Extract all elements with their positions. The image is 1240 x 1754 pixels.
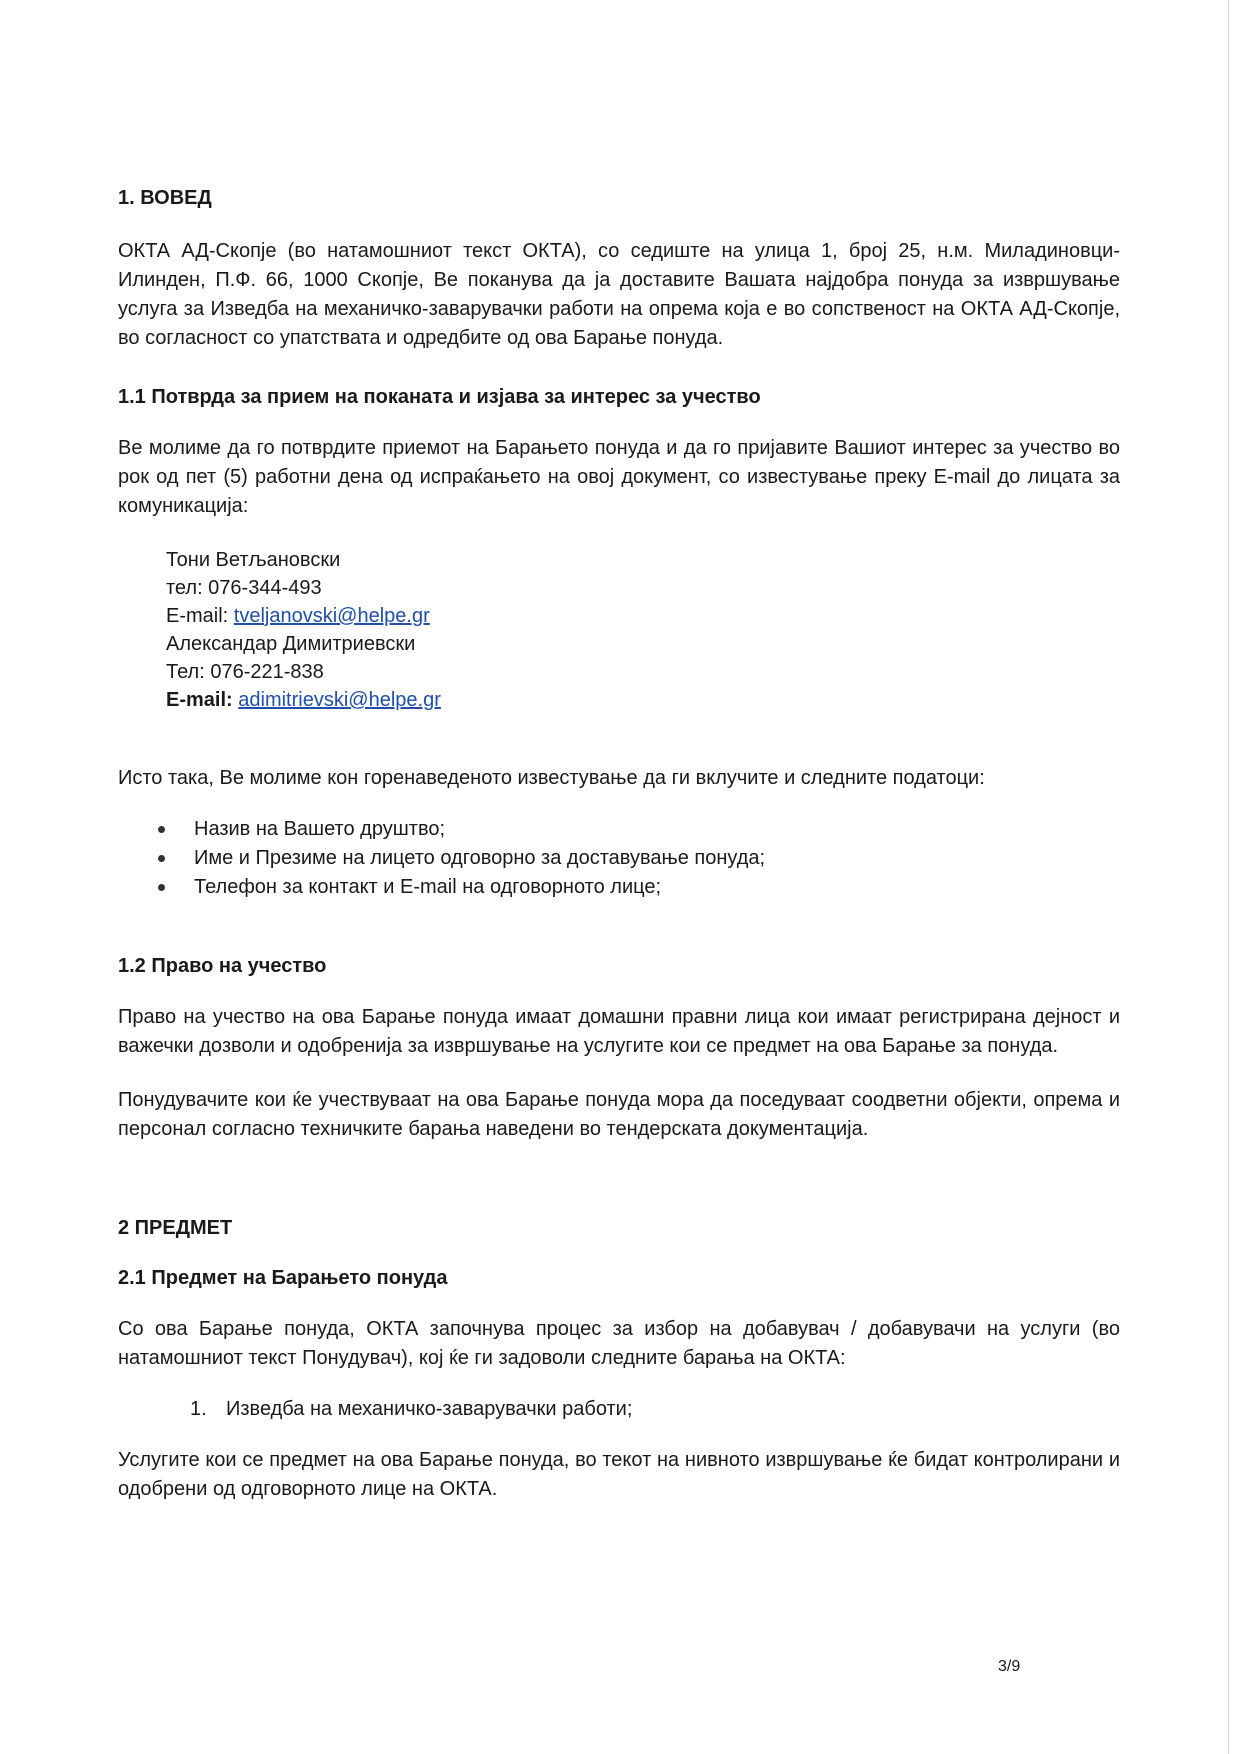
contact-1-email-row [166, 602, 1120, 630]
list-item: Телефон за контакт и E-mail на одговорното лице; [158, 873, 1120, 902]
list-item: Назив на Вашето друштво; [158, 815, 1120, 844]
section-1-1-also: Исто така, Ве молиме кон горенаведеното известување да ги вклучите и следните податоци: [118, 767, 985, 789]
contact-2-name: Александар Димитриевски [166, 633, 416, 655]
section-2-heading: 2 ПРЕДМЕТ [118, 1217, 233, 1239]
section-1-2-paragraph-2: Понудувачите кои ќе учествуваат на ова Барање понуда мора да поседуваат соодветни објекти, опрема и персонал согласно техничките барања наведени во тендерската документација. [118, 1089, 1120, 1140]
section-2-1-paragraph-2: Услугите кои се предмет на ова Барање понуда, во текот на нивното извршување ќе бидат контролирани и одобрени од одговорното лице на ОКТА. [118, 1449, 1120, 1500]
contact-2-email-label: E-mail: [166, 689, 239, 711]
list-item: 1. Изведба на механичко-заварувачки работи; [190, 1398, 633, 1420]
contact-2-email-link[interactable]: adimitrievski@helpe.gr [238, 689, 441, 711]
section-2-1-paragraph-1: Со ова Барање понуда, ОКТА започнува процес за избор на добавувач / добавувачи на услуги (во натамошниот текст Понудувач), кој ќе ги задоволи следните барања на ОКТА: [118, 1318, 1120, 1369]
page-edge-line [1228, 0, 1229, 1754]
section-1-2-heading: 1.2 Право на учество [118, 955, 327, 977]
contact-2-email-row [166, 686, 1120, 714]
contact-2-phone: Тел: 076-221-838 [166, 661, 324, 683]
section-1-heading: 1. ВОВЕД [118, 187, 212, 209]
page-number: 3/9 [998, 1658, 1021, 1675]
bullet-icon [158, 884, 165, 891]
section-1-2-paragraph-1: Право на учество на ова Барање понуда имаат домашни правни лица кои имаат регистрирана дејност и важечки дозволи и одобренија за извршување на услугите кои се предмет на ова Барање за понуда. [118, 1006, 1120, 1057]
contact-1-email-link[interactable]: tveljanovski@helpe.gr [233, 605, 430, 627]
required-info-list [118, 815, 1120, 902]
list-item: Име и Презиме на лицето одговорно за доставување понуда; [158, 844, 1120, 873]
section-2-1-heading: 2.1 Предмет на Барањето понуда [118, 1267, 448, 1289]
contact-1-name: Тони Ветљановски [166, 549, 341, 571]
services-list [118, 1395, 1120, 1424]
document-body [118, 184, 1120, 1504]
bullet-icon [158, 855, 165, 862]
contact-list [166, 546, 1120, 714]
contact-1-phone: тел: 076-344-493 [166, 577, 322, 599]
contact-1-email-label: E-mail: [166, 605, 234, 627]
section-1-1-heading: 1.1 Потврда за прием на поканата и изјава за интерес за учество [118, 386, 761, 408]
section-1-1-text: Ве молиме да го потврдите приемот на Барањето понуда и да го пријавите Вашиот интерес за учество во рок од пет (5) работни дена од испраќањето на овој документ, со известување преку E-mail до лицата за комуникација: [118, 437, 1120, 517]
bullet-icon [158, 826, 165, 833]
section-1-intro: ОКТА АД-Скопје (во натамошниот текст ОКТА), со седиште на улица 1, број 25, н.м. Миладиновци-Илинден, П.Ф. 66, 1000 Скопје, Ве поканува да ја доставите Вашата најдобра понуда за извршување услуга за Изведба на механичко-заварувачки работи на опрема која е во сопственост на ОКТА АД-Скопје, во согласност со упатствата и одредбите од ова Барање понуда. [118, 240, 1120, 349]
